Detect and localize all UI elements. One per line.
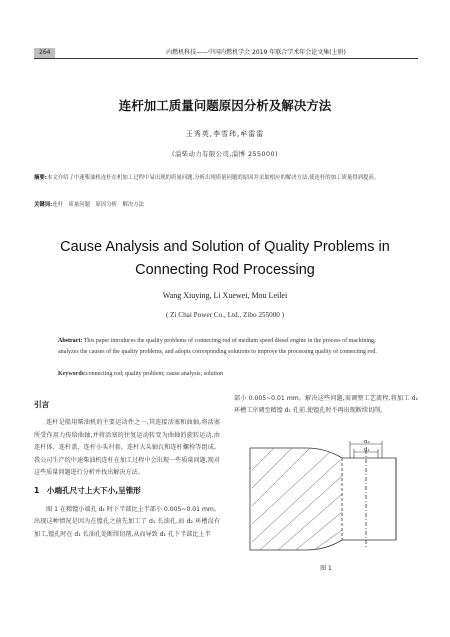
keywords-cn-text: 连杆 质量问题 原因分析 解决方法 — [52, 202, 144, 208]
title-chinese: 连杆加工质量问题原因分析及解决方法 — [118, 98, 332, 113]
abstract-chinese — [34, 173, 418, 184]
abstract-cn-label: 摘要: — [34, 175, 47, 181]
figure-label-d1: d₁ — [364, 447, 370, 453]
abstract-en-label: Abstract: — [58, 338, 83, 344]
title-english — [20, 236, 430, 282]
body-right-column — [234, 393, 418, 424]
section1-heading: 1 小端孔尺寸上大下小,呈锥形 — [34, 486, 141, 496]
rod-outline — [250, 448, 396, 550]
abstract-en-text: This paper introduces the quality problems of connecting rod of medium speed diesel engine in the process of machining, analyzes the causes of the quality problems, and adopts corresponding solutions to improve the processing quality of connecting rod. — [58, 338, 377, 355]
header-rule — [34, 58, 418, 59]
title-en-line1: Cause Analysis and Solution of Quality Problems in — [60, 239, 390, 255]
affiliation-english: ( Zi Chai Power Co., Ltd., Zibo 255000 ) — [165, 311, 285, 319]
intro-heading: 引言 — [34, 400, 50, 409]
abstract-english — [58, 336, 394, 358]
keywords-cn-label: 关键词: — [34, 202, 53, 208]
figure-connecting-rod — [246, 440, 418, 560]
rod-hatching — [252, 448, 342, 550]
figure-label-d2: d₂ — [364, 440, 370, 445]
intro-paragraph: 连杆是船用柴油机的主要运动件之一,其连接活塞和曲轴,将活塞所受作用力传给曲轴,并将活塞的往复运动转变为曲轴的旋转运动,由连杆体、连杆盖、连杆小头衬套、连杆大头轴瓦和连杆螺栓等组成。我公司生产的中速柴油机连杆在加工过程中会出现一些质量问题,现对这些质量问题进行分析并找出解决方法。 — [34, 419, 220, 477]
right-paragraph: 部小 0.005~0.01 mm。解决这些问题,需调整工艺流程,将加工 d₂ 环槽工序调至精镗 d₁ 孔前,使镗孔时不再出现断续切削。 — [234, 395, 418, 415]
figure-caption: 图 1 — [320, 565, 332, 572]
authors-chinese: 王秀英,李雪玮,牟雷雷 — [185, 130, 265, 138]
section1-paragraph: 图 1 在精镗小端孔 d₁ 时下半部比上半部小 0.005~0.01 mm。出现这种情况是因为在镗孔之前先加工了 d₁ 长油孔,而 d₂ 环槽没有加工,镗孔时在 d₁ 长油孔处断续切削,从而导致 d₁ 孔下半部比上半 — [34, 505, 220, 538]
abstract-cn-text: 本文介绍了中速柴油机连杆在机加工过程中易出现的质量问题,分析出现质量问题的原因并采取相应的解决方法,使连杆的加工质量得到提高。 — [46, 175, 380, 181]
body-left-column — [34, 399, 220, 547]
keywords-chinese — [34, 201, 418, 210]
keywords-en-text: connecting rod; quality problem; cause analysis; solution — [86, 371, 223, 377]
running-header: 内燃机科技——中国内燃机学会 2019 年联合学术年会论文集(上册) — [166, 49, 346, 56]
title-en-line2: Connecting Rod Processing — [135, 262, 315, 278]
keywords-english — [58, 369, 394, 379]
affiliation-chinese: (淄柴动力有限公司,淄博 255000) — [172, 151, 278, 158]
authors-english: Wang Xiuying, Li Xuewei, Mou Leilei — [162, 291, 288, 300]
keywords-en-label: Keywords: — [58, 371, 86, 377]
page-number: 264 — [34, 48, 55, 58]
